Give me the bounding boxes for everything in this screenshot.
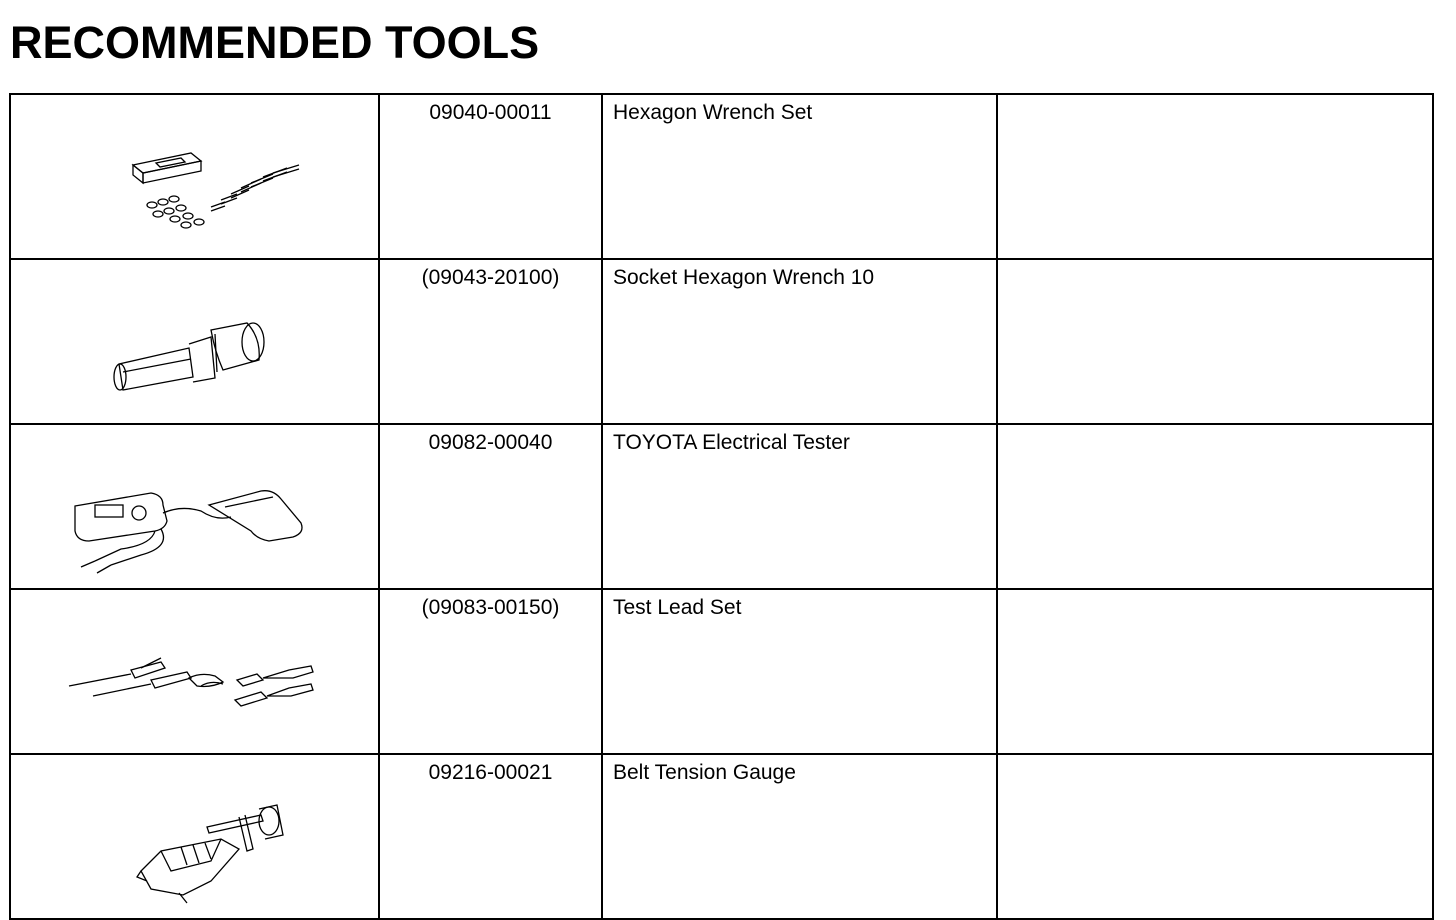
part-number: 09216-00021 (379, 754, 602, 919)
table-row (10, 94, 1433, 259)
table-row (10, 589, 1433, 754)
tool-name: Hexagon Wrench Set (602, 94, 997, 259)
part-number: 09040-00011 (379, 94, 602, 259)
part-number: (09083-00150) (379, 589, 602, 754)
blank-cell (997, 94, 1433, 259)
blank-cell (997, 589, 1433, 754)
test-lead-set-icon (11, 590, 378, 747)
socket-hexagon-wrench-icon (11, 260, 378, 417)
belt-tension-gauge-icon (11, 755, 378, 912)
blank-cell (997, 259, 1433, 424)
electrical-tester-icon (11, 425, 378, 582)
part-number: 09082-00040 (379, 424, 602, 589)
blank-cell (997, 754, 1433, 919)
tool-illustration-cell (10, 424, 379, 589)
tools-table (9, 93, 1434, 920)
table-row (10, 754, 1433, 919)
tool-name: Test Lead Set (602, 589, 997, 754)
tool-illustration-cell (10, 94, 379, 259)
tool-illustration-cell (10, 589, 379, 754)
page-title: RECOMMENDED TOOLS (10, 17, 540, 68)
tool-name: Socket Hexagon Wrench 10 (602, 259, 997, 424)
table-row (10, 424, 1433, 589)
blank-cell (997, 424, 1433, 589)
hexagon-wrench-set-icon (11, 95, 378, 252)
part-number: (09043-20100) (379, 259, 602, 424)
tool-name: Belt Tension Gauge (602, 754, 997, 919)
tool-illustration-cell (10, 259, 379, 424)
table-row (10, 259, 1433, 424)
tool-illustration-cell (10, 754, 379, 919)
tool-name: TOYOTA Electrical Tester (602, 424, 997, 589)
